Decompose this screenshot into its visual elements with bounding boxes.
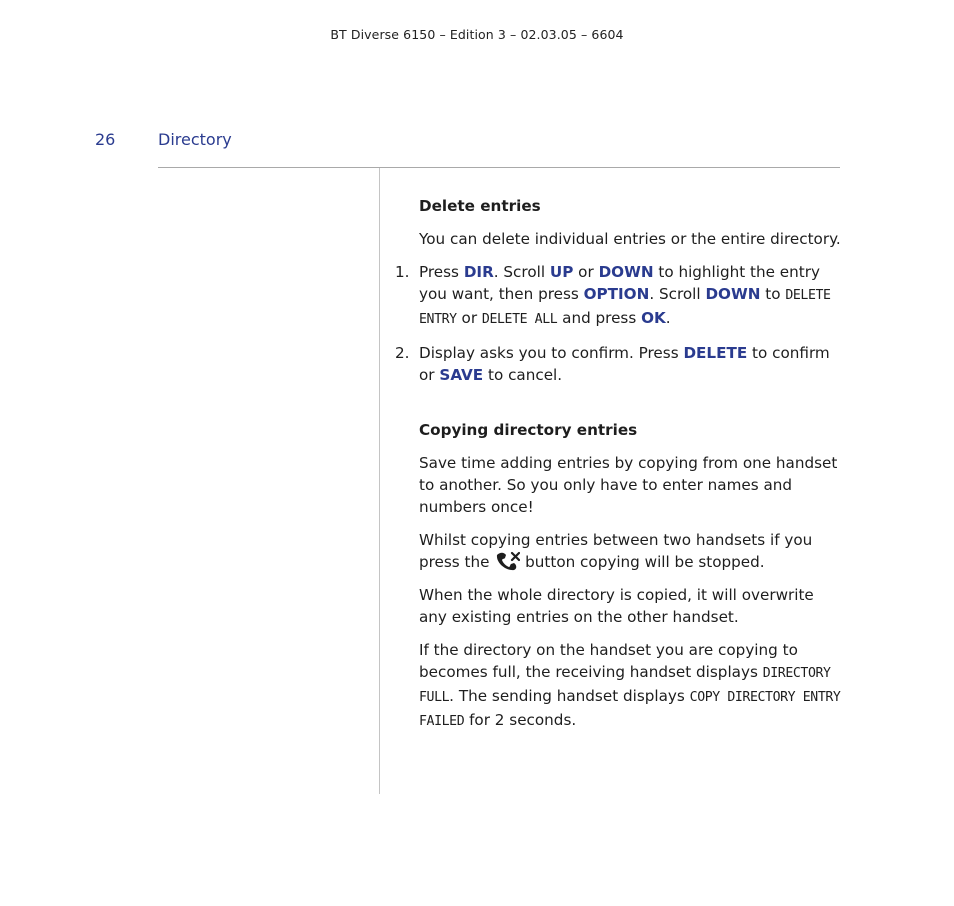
copying-heading: Copying directory entries <box>419 421 638 439</box>
document-info: BT Diverse 6150 – Edition 3 – 02.03.05 – 6604 <box>330 27 624 42</box>
display-delete-entry: DELETE ENTRY <box>419 288 831 327</box>
step-text: or <box>456 309 482 327</box>
delete-entries-heading: Delete entries <box>419 197 541 215</box>
column-divider <box>379 168 380 794</box>
step-1 <box>395 261 843 331</box>
step-number: 1. <box>395 263 410 281</box>
display-copy-failed: COPY DIRECTORY ENTRY FAILED <box>419 690 841 729</box>
paragraph-text: for 2 seconds. <box>464 711 577 729</box>
copying-full-note <box>419 639 843 733</box>
step-number: 2. <box>395 344 410 362</box>
key-down: DOWN <box>705 285 761 303</box>
section-spacer <box>419 397 843 419</box>
key-dir: DIR <box>463 263 494 281</box>
main-content <box>395 195 843 744</box>
copying-stop-note <box>419 529 843 573</box>
step-text: to <box>760 285 786 303</box>
step-2 <box>395 342 843 386</box>
page-number: 26 <box>95 130 116 149</box>
step-text: or <box>573 263 599 281</box>
delete-steps <box>395 261 843 386</box>
delete-intro: You can delete individual entries or the entire directory. <box>419 230 841 248</box>
step-text: and press <box>557 309 642 327</box>
step-text: . Scroll <box>649 285 706 303</box>
key-down: DOWN <box>598 263 654 281</box>
step-text: Press <box>419 263 464 281</box>
paragraph-text: button copying will be stopped. <box>520 553 765 571</box>
paragraph-text: . The sending handset displays <box>449 687 690 705</box>
copying-intro: Save time adding entries by copying from one handset to another. So you only have to enter names and numbers once! <box>419 454 838 516</box>
key-save: SAVE <box>439 366 484 384</box>
paragraph-text: If the directory on the handset you are copying to becomes full, the receiving handset displays <box>419 641 798 681</box>
display-directory-full: DIRECTORY FULL <box>419 666 831 705</box>
key-up: UP <box>549 263 574 281</box>
step-text: . Scroll <box>493 263 550 281</box>
step-text: to confirm or <box>419 344 830 384</box>
key-option: OPTION <box>583 285 650 303</box>
paragraph-text: Whilst copying entries between two handsets if you press the <box>419 531 813 571</box>
step-text: to highlight the entry you want, then press <box>419 263 820 303</box>
end-call-handset-icon <box>494 551 520 571</box>
copying-overwrite-note: When the whole directory is copied, it will overwrite any existing entries on the other handset. <box>419 586 814 626</box>
key-ok: OK <box>641 309 666 327</box>
step-text: to cancel. <box>483 366 563 384</box>
header-divider <box>158 167 840 168</box>
key-delete: DELETE <box>683 344 748 362</box>
section-title: Directory <box>158 130 232 149</box>
display-delete-all: DELETE ALL <box>481 312 558 327</box>
step-text: Display asks you to confirm. Press <box>419 344 684 362</box>
step-text: . <box>665 309 671 327</box>
